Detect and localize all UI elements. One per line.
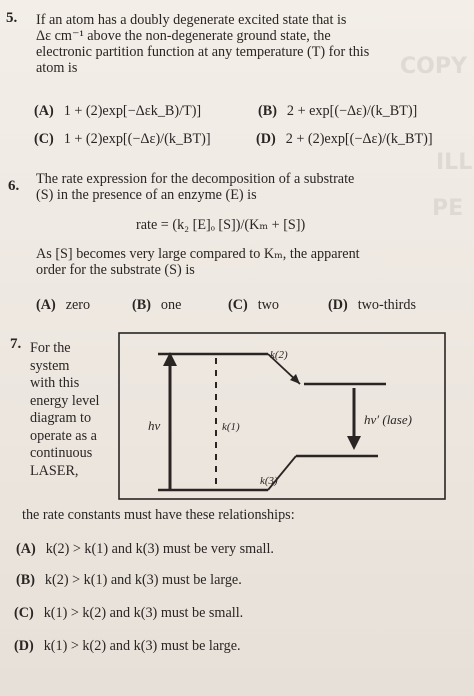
option-label: (D) bbox=[256, 131, 276, 147]
watermark-pe: PE bbox=[432, 196, 464, 221]
stem-line: diagram to bbox=[30, 410, 92, 426]
option-text: k(1) > k(2) and k(3) must be large. bbox=[43, 638, 241, 654]
option-b[interactable] bbox=[16, 572, 242, 588]
stem-line: electronic partition function at any temperature (T) for this bbox=[36, 44, 370, 60]
option-a[interactable] bbox=[34, 103, 201, 119]
option-label: (B) bbox=[258, 103, 277, 119]
stem-line: Δε cm⁻¹ above the non-degenerate ground state, the bbox=[36, 28, 331, 44]
stem-line: If an atom has a doubly degenerate excited state that is bbox=[36, 12, 347, 28]
question-stem-after: the rate constants must have these relationships: bbox=[22, 507, 295, 523]
option-text: k(2) > k(1) and k(3) must be very small. bbox=[45, 541, 274, 557]
k1-label: k(1) bbox=[222, 421, 240, 433]
stem-line: LASER, bbox=[30, 462, 79, 479]
option-text: two bbox=[257, 297, 279, 313]
option-text: k(2) > k(1) and k(3) must be large. bbox=[44, 572, 242, 588]
stem-line: energy level bbox=[30, 392, 100, 409]
option-label: (A) bbox=[34, 103, 54, 119]
option-c[interactable] bbox=[14, 605, 243, 621]
option-label: (C) bbox=[228, 297, 248, 313]
stem-line: order for the substrate (S) is bbox=[36, 262, 195, 278]
option-b[interactable] bbox=[258, 103, 417, 119]
question-number: 7. bbox=[10, 336, 22, 352]
option-text: zero bbox=[65, 297, 91, 313]
option-d[interactable] bbox=[328, 297, 416, 313]
option-label: (C) bbox=[14, 605, 34, 621]
lase-arrowhead bbox=[347, 436, 361, 450]
watermark-ill: ILL bbox=[436, 150, 473, 175]
option-a[interactable] bbox=[36, 297, 90, 313]
option-d[interactable] bbox=[14, 638, 241, 654]
stem-line: atom is bbox=[36, 60, 78, 76]
option-label: (B) bbox=[16, 572, 35, 588]
question-number: 5. bbox=[6, 10, 18, 26]
question-stem bbox=[36, 12, 369, 76]
stem-line: with this bbox=[30, 375, 80, 391]
stem-line: The rate expression for the decomposition of a substrate bbox=[36, 171, 355, 187]
question-stem bbox=[36, 171, 354, 203]
question-number: 6. bbox=[8, 178, 20, 194]
stem-line: (S) in the presence of an enzyme (E) is bbox=[36, 187, 257, 203]
stem-line: As [S] becomes very large compared to Kₘ, the apparent bbox=[36, 246, 360, 262]
option-text: two-thirds bbox=[357, 297, 417, 313]
option-text: 2 + exp[(−Δε)/(k_BT)] bbox=[286, 103, 418, 119]
option-d[interactable] bbox=[256, 131, 433, 147]
option-label: (D) bbox=[14, 638, 34, 654]
option-text: 1 + (2)exp[(−Δε)/(k_BT)] bbox=[63, 131, 211, 147]
watermark-copy: COPY bbox=[400, 54, 467, 79]
energy-level-diagram bbox=[118, 332, 448, 502]
option-c[interactable] bbox=[228, 297, 279, 313]
k2-label: k(2) bbox=[270, 349, 288, 361]
option-c[interactable] bbox=[34, 131, 211, 147]
rate-equation: rate = (k₂ [E]ₒ [S])/(Kₘ + [S]) bbox=[136, 217, 306, 233]
option-label: (B) bbox=[132, 297, 151, 313]
k3-label: k(3) bbox=[260, 475, 278, 487]
option-b[interactable] bbox=[132, 297, 181, 313]
option-a[interactable] bbox=[16, 541, 274, 557]
stem-line: continuous bbox=[30, 445, 93, 461]
stem-line: For the bbox=[30, 340, 71, 356]
question-stem-continued bbox=[36, 246, 360, 278]
option-text: 1 + (2)exp[−Δεk_B)/T)] bbox=[63, 103, 202, 119]
question-stem bbox=[30, 340, 99, 480]
option-label: (A) bbox=[36, 297, 56, 313]
option-label: (D) bbox=[328, 297, 348, 313]
option-text: one bbox=[160, 297, 182, 313]
stem-line: system bbox=[30, 357, 70, 374]
option-text: 2 + (2)exp[(−Δε)/(k_BT)] bbox=[285, 131, 433, 147]
hv-lase-label: hv′ (lase) bbox=[364, 412, 412, 427]
option-label: (C) bbox=[34, 131, 54, 147]
option-text: k(1) > k(2) and k(3) must be small. bbox=[43, 605, 244, 621]
stem-line: operate as a bbox=[30, 427, 97, 444]
hv-label: hv bbox=[148, 418, 161, 433]
option-label: (A) bbox=[16, 541, 36, 557]
